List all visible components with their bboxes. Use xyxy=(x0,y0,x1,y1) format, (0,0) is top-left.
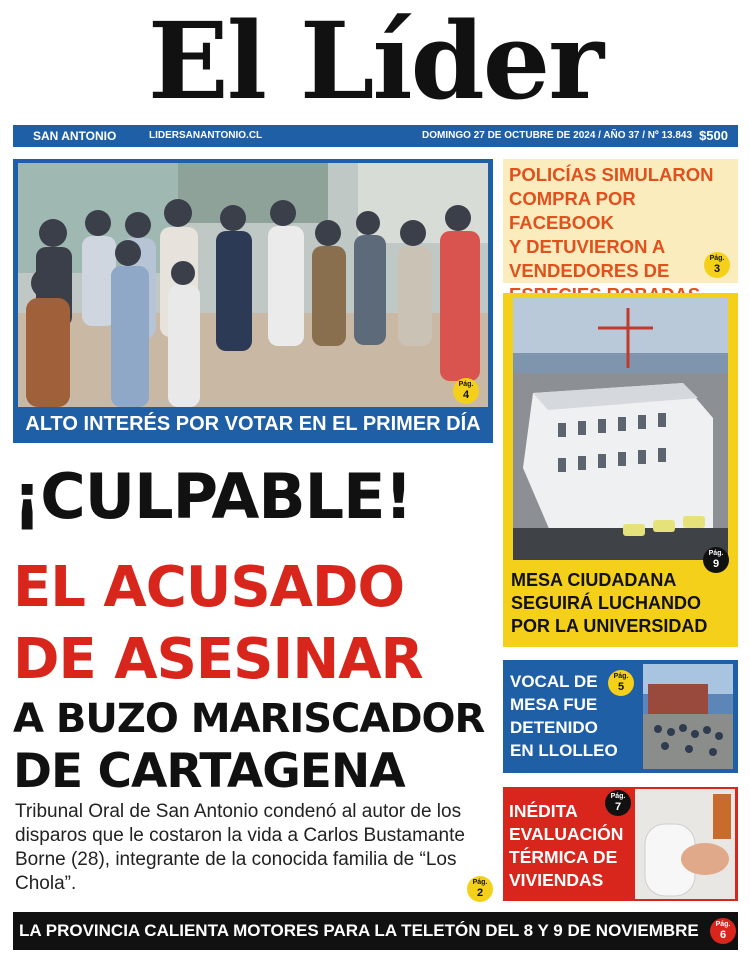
polling-place-photo xyxy=(643,664,733,769)
edition-city: SAN ANTONIO xyxy=(33,129,117,143)
side-story-university-title: MESA CIUDADANA SEGUIRÁ LUCHANDO POR LA UNIVERSIDAD xyxy=(511,570,708,636)
harbor-building-photo xyxy=(513,298,728,560)
page-ref-badge: Pág. 3 xyxy=(704,252,730,278)
newspaper-title: El Líder xyxy=(147,0,603,123)
bottom-banner-text: LA PROVINCIA CALIENTA MOTORES PARA LA TELETÓN DEL 8 Y 9 DE NOVIEMBRE xyxy=(19,921,699,940)
voters-queue-photo xyxy=(18,163,488,407)
bottom-banner[interactable] xyxy=(13,912,738,950)
headline-line-1[interactable]: ¡CULPABLE! xyxy=(13,460,412,533)
page-ref-badge: Pág. 6 xyxy=(710,918,736,944)
headline-line-4[interactable]: A BUZO MARISCADOR xyxy=(13,696,485,742)
side-story-vocal-title: VOCAL DE MESA FUE DETENIDO EN LLOLLEO xyxy=(510,672,618,760)
main-photo-story[interactable] xyxy=(13,159,493,443)
heater-photo xyxy=(635,789,735,899)
side-story-thermal[interactable] xyxy=(503,787,738,901)
headline-line-5[interactable]: DE CARTAGENA xyxy=(13,744,405,799)
page-ref-badge: Pág. 2 xyxy=(467,876,493,902)
page-ref-badge: Pág. 5 xyxy=(608,670,634,696)
lead-paragraph: Tribunal Oral de San Antonio condenó al autor de los disparos que le costaron la vida a Carlos Bustamante Borne (28), integrante de la conocida familia de “Los Chola”. xyxy=(15,801,465,894)
page-ref-badge: Pág. 7 xyxy=(605,790,631,816)
side-story-thermal-title: INÉDITA EVALUACIÓN TÉRMICA DE VIVIENDAS xyxy=(509,801,624,890)
side-story-university[interactable] xyxy=(503,293,738,647)
dateline-bar xyxy=(13,125,738,147)
headline-line-3[interactable]: DE ASESINAR xyxy=(13,627,423,692)
page-ref-badge: Pág. 4 xyxy=(453,378,479,404)
headline-line-2[interactable]: EL ACUSADO xyxy=(13,555,405,620)
masthead xyxy=(0,0,750,122)
side-story-police[interactable] xyxy=(503,159,738,283)
photo-caption: ALTO INTERÉS POR VOTAR EN EL PRIMER DÍA xyxy=(25,413,481,435)
side-story-vocal[interactable] xyxy=(503,660,738,773)
side-story-police-title: POLICÍAS SIMULARON COMPRA POR FACEBOOK Y DETUVIERON A VENDEDORES DE xyxy=(509,164,714,281)
issue-date: DOMINGO 27 DE OCTUBRE DE 2024 / AÑO 37 / Nº 13.843 xyxy=(422,130,693,141)
issue-price: $500 xyxy=(699,128,728,143)
page-ref-badge: Pág. 9 xyxy=(703,547,729,573)
website-link[interactable]: LIDERSANANTONIO.CL xyxy=(149,130,263,141)
